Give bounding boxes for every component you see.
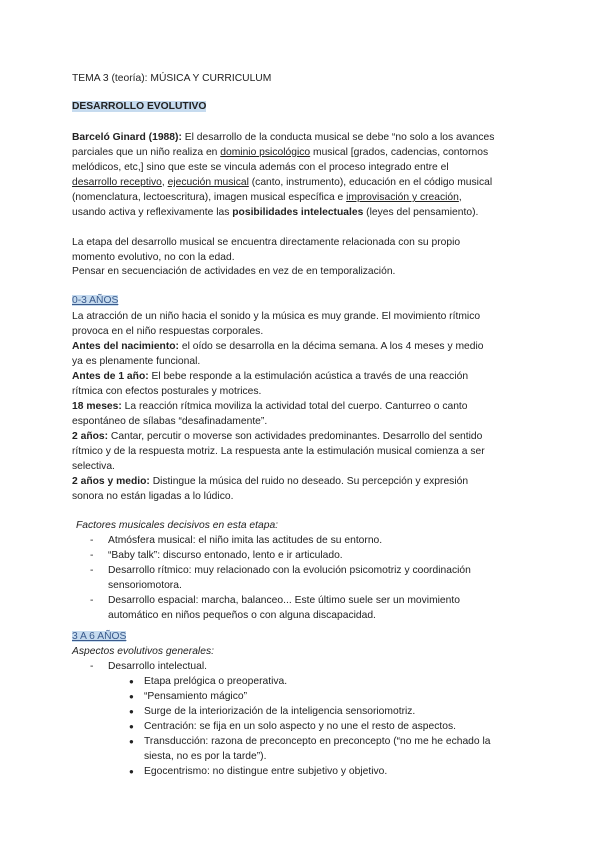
stage-label: 2 años: xyxy=(72,431,109,442)
factor-item: Desarrollo rítmico: muy relacionado con la evolución psicomotriz y coordinación xyxy=(108,565,471,576)
factor-item: Desarrollo espacial: marcha, balanceo... Este último suele ser un movimiento xyxy=(108,595,460,606)
dash-marker: - xyxy=(90,595,94,606)
p1-text: musical [grados, cadencias, contornos xyxy=(310,147,489,158)
bullet-item-cont: siesta, no es por la tarde”). xyxy=(144,751,267,762)
bullet-icon: ● xyxy=(129,707,134,716)
dash-marker: - xyxy=(90,661,94,672)
bullet-icon: ● xyxy=(129,737,134,746)
section-heading-text: 3 A 6 AÑOS xyxy=(72,631,127,642)
p1-underlined: improvisación y creación xyxy=(346,192,459,203)
factor-item-cont: automático en niños pequeños o con alguna discapacidad. xyxy=(108,610,376,621)
p2-line-1: La etapa del desarrollo musical se encuentra directamente relacionada con su propio xyxy=(72,237,461,248)
p1-line-2 xyxy=(72,146,488,159)
stage-label: 2 años y medio: xyxy=(72,476,150,487)
s2-line: rítmica con efectos posturales y motrices. xyxy=(72,386,262,397)
dash-marker: - xyxy=(90,550,94,561)
bullet-icon: ● xyxy=(129,692,134,701)
p1-text: El desarrollo de la conducta musical se debe “no solo a los avances xyxy=(181,132,495,143)
p1-text: (canto, instrumento), educación en el código musical xyxy=(248,177,493,188)
intelectual-item: Desarrollo intelectual. xyxy=(108,661,208,672)
document-title: TEMA 3 (teoría): MÚSICA Y CURRICULUM xyxy=(72,73,272,84)
s2-line: rítmico y de la respuesta motriz. La respuesta ante la estimulación musical comienza a ser xyxy=(72,446,485,457)
p1-line-5 xyxy=(72,191,462,204)
bullet-item: Transducción: razona de preconcepto en preconcepto (“no me he echado la xyxy=(144,736,491,747)
p1-line-1 xyxy=(72,131,494,144)
aspectos-heading: Aspectos evolutivos generales: xyxy=(72,646,214,657)
s2-line: selectiva. xyxy=(72,461,115,472)
s2-line xyxy=(72,430,482,443)
s2-line: ya es plenamente funcional. xyxy=(72,356,201,367)
s2-line: sonora no están ligadas a lo lúdico. xyxy=(72,491,234,502)
section-heading-3-6 xyxy=(72,630,126,643)
p1-underlined: dominio psicológico xyxy=(220,147,311,158)
s2-line: espontáneo de sílabas “desafinadamente”. xyxy=(72,416,268,427)
stage-text: La reacción rítmica moviliza la actividad total del cuerpo. Canturreo o canto xyxy=(121,401,468,412)
stage-label: 18 meses: xyxy=(72,401,122,412)
bullet-item: Etapa prelógica o preoperativa. xyxy=(144,676,288,687)
p1-line-3: melódicos, etc,] sino que este se vincula además con el proceso integrado entre el xyxy=(72,162,449,173)
author-label: Barceló Ginard (1988): xyxy=(72,132,182,143)
p1-underlined: desarrollo receptivo xyxy=(72,177,162,188)
s2-line: provoca en el niño respuestas corporales. xyxy=(72,326,264,337)
bullet-item: Centración: se fija en un solo aspecto y no une el resto de aspectos. xyxy=(144,721,456,732)
stage-text: el oído se desarrolla en la décima semana. A los 4 meses y medio xyxy=(179,341,484,352)
dash-marker: - xyxy=(90,535,94,546)
bullet-icon: ● xyxy=(129,722,134,731)
p1-text: (nomenclatura, lectoescritura), imagen musical específica e xyxy=(72,192,347,203)
dash-marker: - xyxy=(90,565,94,576)
stage-text: El bebe responde a la estimulación acústica a través de una reacción xyxy=(148,371,469,382)
factor-item: “Baby talk”: discurso entonado, lento e ir articulado. xyxy=(108,550,343,561)
s2-line xyxy=(72,400,468,413)
section-heading-text: 0-3 AÑOS xyxy=(72,295,119,306)
p2-line-3: Pensar en secuenciación de actividades en vez de en temporalización. xyxy=(72,266,396,277)
p1-bold: posibilidades intelectuales xyxy=(232,207,364,218)
p1-text: , xyxy=(458,192,462,203)
p1-text: parciales que un niño realiza en xyxy=(72,147,221,158)
factor-item: Atmósfera musical: el niño imita las actitudes de su entorno. xyxy=(108,535,383,546)
factor-item-cont: sensoriomotora. xyxy=(108,580,182,591)
s2-line xyxy=(72,340,484,353)
s2-line: La atracción de un niño hacia el sonido y la música es muy grande. El movimiento rítmico xyxy=(72,311,481,322)
bullet-icon: ● xyxy=(129,677,134,686)
bullet-item: Egocentrismo: no distingue entre subjetivo y objetivo. xyxy=(144,766,388,777)
p2-line-2: momento evolutivo, no con la edad. xyxy=(72,252,235,263)
bullet-item: Surge de la interiorización de la inteligencia sensoriomotriz. xyxy=(144,706,416,717)
stage-label: Antes del nacimiento: xyxy=(72,341,179,352)
stage-text: Distingue la música del ruido no deseado. Su percepción y expresión xyxy=(149,476,469,487)
factores-heading: Factores musicales decisivos en esta etapa: xyxy=(76,520,279,531)
s2-line xyxy=(72,475,468,488)
stage-text: Cantar, percutir o moverse son actividades predominantes. Desarrollo del sentido xyxy=(108,431,483,442)
bullet-icon: ● xyxy=(129,767,134,776)
p1-line-6 xyxy=(72,206,478,219)
p1-text: usando activa y reflexivamente las xyxy=(72,207,233,218)
p1-underlined: ejecución musical xyxy=(167,177,249,188)
p1-text: , xyxy=(161,177,168,188)
p1-line-4 xyxy=(72,176,492,189)
section-heading-0-3 xyxy=(72,294,118,307)
p1-text: (leyes del pensamiento). xyxy=(363,207,479,218)
s2-line xyxy=(72,370,468,383)
section-heading-desarrollo xyxy=(72,100,206,113)
section-heading-text: DESARROLLO EVOLUTIVO xyxy=(72,101,207,112)
bullet-item: “Pensamiento mágico” xyxy=(144,691,248,702)
stage-label: Antes de 1 año: xyxy=(72,371,149,382)
